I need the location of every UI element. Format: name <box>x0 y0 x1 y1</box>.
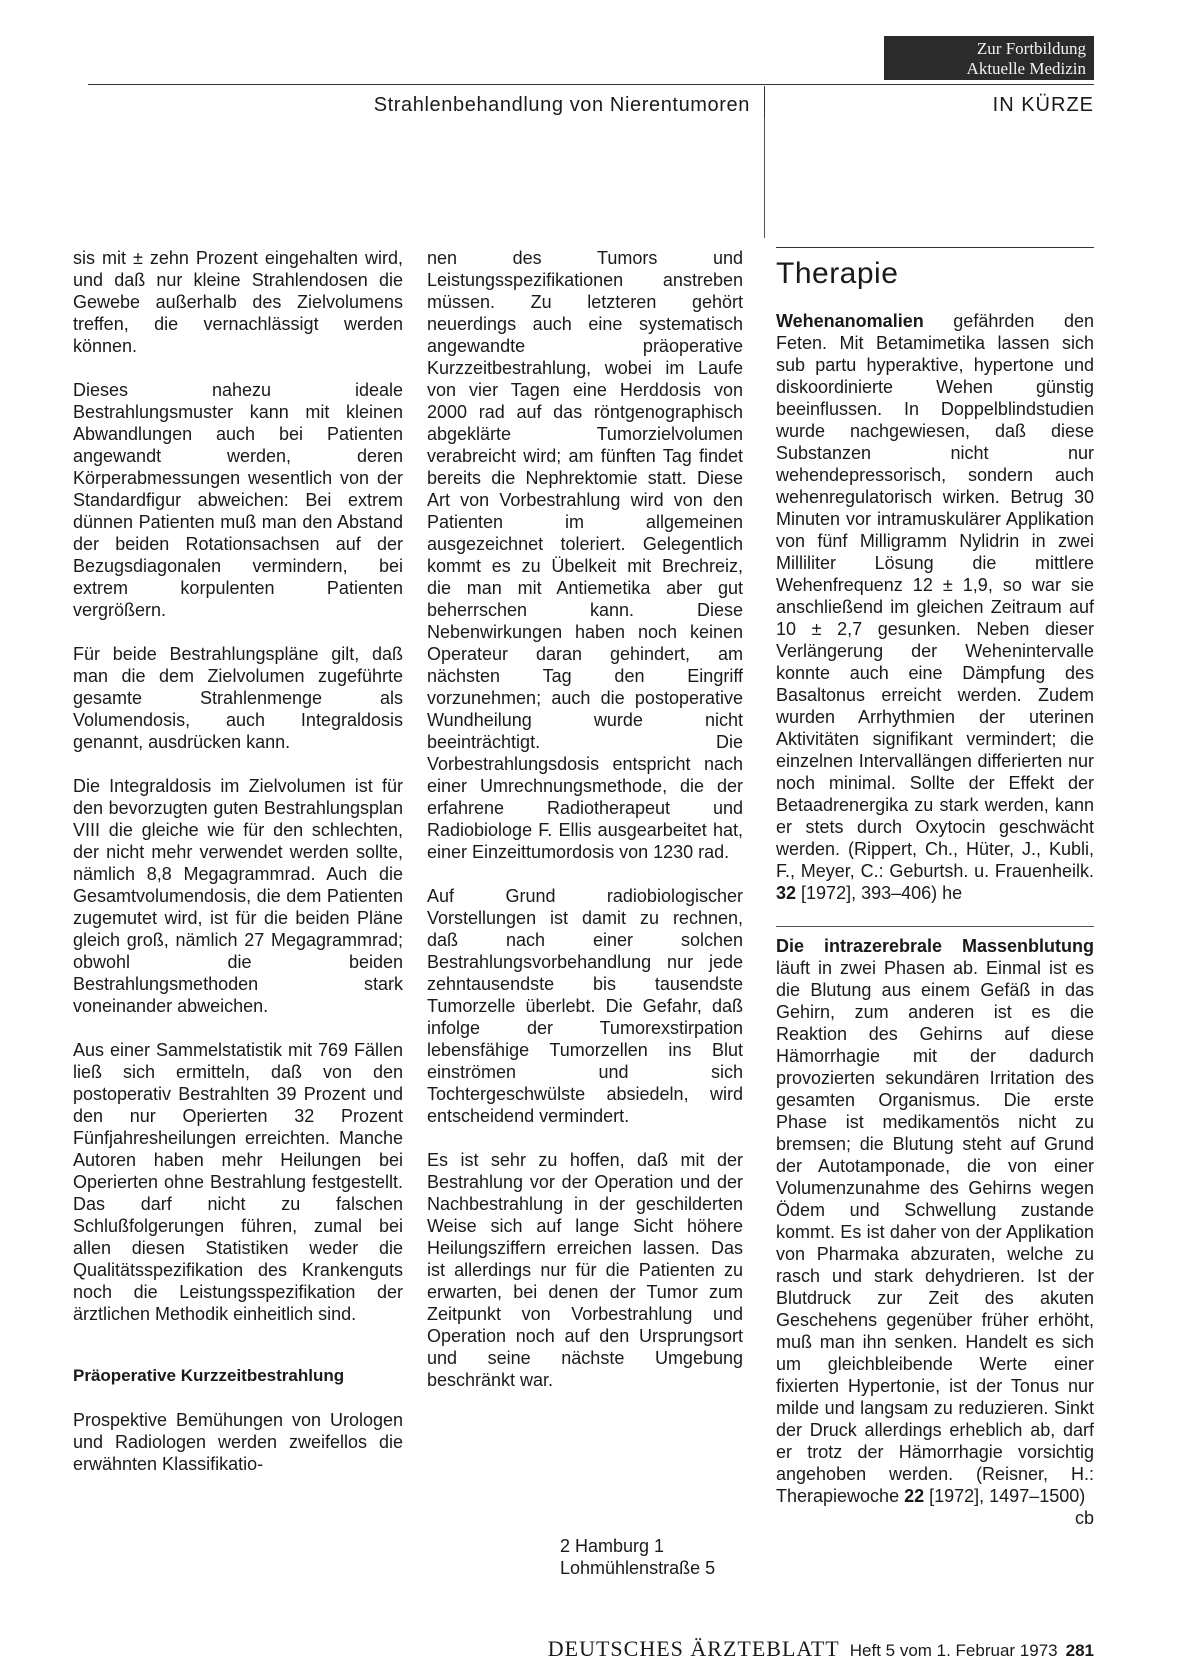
paragraph: Es ist sehr zu hoffen, daß mit der Bestrahlung vor der Operation und der Nachbestrahlung in der geschilderten Weise sich auf lange Sicht höhere Heilungsziffern erreichen lassen. Das ist allerdings nur für die Patienten zu erwarten, bei denen der Tumor zum Zeitpunkt von Vorbestrahlung und Operation noch auf den Ursprungsort und seine nächste Umgebung beschränkt war. <box>427 1150 743 1390</box>
journal-name: DEUTSCHES ÄRZTEBLATT <box>547 1636 840 1661</box>
paragraph: Dieses nahezu ideale Bestrahlungsmuster kann mit kleinen Abwandlungen auch bei Patienten angewandt werden, deren Körperabmessungen wesentlich von der Standardfigur abweichen: Bei extrem dünnen Patienten muß man den Abstand der beiden Rotationsachsen auf der Bezugsdiagonalen vermindern, bei extrem korpulenten Patienten vergrößern. <box>73 380 403 620</box>
author-address <box>560 1535 743 1579</box>
page-number: 281 <box>1065 1641 1094 1660</box>
header-divider <box>764 86 765 118</box>
column-divider <box>764 118 765 238</box>
item-keyword: Die intrazerebrale Massenblutung <box>776 936 1094 956</box>
issue-info: Heft 5 vom 1. Februar 1973 <box>849 1641 1058 1660</box>
address-line: Lohmühlenstraße 5 <box>560 1558 716 1578</box>
header-rule <box>88 84 1094 85</box>
section-badge <box>884 36 1094 80</box>
item-volume: 22 <box>904 1486 925 1506</box>
item-keyword: Wehenanomalien <box>776 311 924 331</box>
running-title: Strahlenbehandlung von Nierentumoren <box>373 94 750 116</box>
section-label: IN KÜRZE <box>992 94 1094 116</box>
subheading: Präoperative Kurzzeitbestrahlung <box>73 1366 345 1385</box>
paragraph: Auf Grund radiobiologischer Vorstellungen ist damit zu rechnen, daß nach einer solchen Bestrahlungsvorbehandlung nur jede zehntausendste bis tausendste Tumorzelle überlebt. Die Gefahr, daß infolge der Tumorexstirpation lebensfähige Tumorzellen ins Blut einströmen und sich Tochtergeschwülste absiedeln, wird entscheidend vermindert. <box>427 886 743 1126</box>
news-item <box>776 310 1094 904</box>
page-footer <box>460 1636 1094 1662</box>
item-text: läuft in zwei Phasen ab. Einmal ist es die Blutung aus einem Gefäß in das Gehirn, zum anderen ist es die Reaktion des Gehirns auf diese Hämorrhagie mit der dadurch provozierten sekundären Irritation des gesamten Organismus. Die erste Phase ist medikamentös nicht zu bremsen; die Blutung steht auf Grund der Autotamponade, die von einer Volumenzunahme des Gehirns wegen Ödem und Schwellung zustande kommt. Es ist daher von der Applikation von Pharmaka abzuraten, welche zu rasch und stark dehydrieren. Ist der Blutdruck zur Zeit des akuten Geschehens gegenüber früher erhöht, muß man ihn senken. Handelt es sich um gleichbleibende Werte einer fixierten Hypertonie, ist der Tonus nur milde und langsam zu reduzieren. Sinkt der Druck allerdings erheblich ab, darf er trotz der Hämorrhagie vorsichtig angehoben werden. (Reisner, H.: Therapiewoche <box>776 958 1094 1506</box>
item-signature: cb <box>1074 1508 1094 1528</box>
item-rule <box>776 926 1094 927</box>
paragraph: Die Integraldosis im Zielvolumen ist für den bevorzugten guten Bestrahlungsplan VIII die gleiche wie für den schlechten, der nicht mehr verwendet werden sollte, nämlich 8,8 Megagrammrad. Auch die Gesamtvolumendosis, die dem Patienten zugemutet wird, ist für die beiden Pläne gleich groß, nämlich 27 Megagrammrad; obwohl die beiden Bestrahlungsmethoden stark voneinander abweichen. <box>73 776 403 1016</box>
column-1 <box>73 247 403 1497</box>
paragraph: nen des Tumors und Leistungsspezifikationen anstreben müssen. Zu letzteren gehört neuerdings auch eine systematisch angewandte präoperative Kurzzeitbestrahlung, wobei im Laufe von vier Tagen eine Herddosis von 2000 rad auf das röntgenographisch abgeklärte Tumorzielvolumen verabreicht wird; am fünften Tag findet bereits die Nephrektomie statt. Diese Art von Vorbestrahlung wird von den Patienten im allgemeinen ausgezeichnet toleriert. Gelegentlich kommt es zu Übelkeit mit Brechreiz, die man mit Antiemetika aber gut beherrschen kann. Diese Nebenwirkungen haben noch keinen Operateur daran gehindert, am nächsten Tag den Eingriff vorzunehmen; auch die postoperative Wundheilung wurde nicht beeinträchtigt. Die Vorbestrahlungsdosis entspricht nach einer Umrechnungsmethode, die der erfahrene Radiotherapeut und Radiobiologe F. Ellis ausgearbeitet hat, einer Einzeittumordosis von 1230 rad. <box>427 248 743 862</box>
paragraph: Aus einer Sammelstatistik mit 769 Fällen ließ sich ermitteln, daß von den postoperativ Bestrahlten 39 Prozent und den nur Operierten 32 Prozent Fünfjahresheilungen erreichten. Manche Autoren haben mehr Heilungen bei Operierten ohne Bestrahlung festgestellt. Das darf nicht zu falschen Schlußfolgerungen führen, zumal bei allen diesen Statistiken weder die Qualitätsspezifikation des Krankenguts noch die Leistungsspezifikation der ärztlichen Methodik einheitlich sind. <box>73 1040 403 1324</box>
badge-line-1: Zur Fortbildung <box>976 39 1086 58</box>
item-reference: [1972], 393–406) he <box>796 883 963 903</box>
item-reference: [1972], 1497–1500) <box>924 1486 1086 1506</box>
column-3 <box>776 247 1094 1551</box>
item-volume: 32 <box>776 883 797 903</box>
paragraph: Für beide Bestrahlungspläne gilt, daß man die dem Zielvolumen zugeführte gesamte Strahlenmenge als Volumendosis, auch Integraldosis genannt, ausdrücken kann. <box>73 644 403 752</box>
item-text: gefährden den Feten. Mit Betamimetika lassen sich sub partu hyperaktive, hypertone und diskoordinierte Wehen günstig beeinflussen. In Doppelblindstudien wurde nachgewiesen, daß diese Substanzen nicht nur wehendepressorisch, sondern auch wehenregulatorisch wirken. Betrug 30 Minuten vor intramuskulärer Applikation von fünf Milligramm Nylidrin in zwei Milliliter Lösung die mittlere Wehenfrequenz 12 ± 1,9, so war sie anschließend im gleichen Zeitraum auf 10 ± 2,7 gesunken. Neben dieser Verlängerung der Wehenintervalle konnte auch eine Dämpfung des Basaltonus erreicht werden. Zudem wurden Arrhythmien der uterinen Aktivitäten signifikant vermindert; die einzelnen Intervallängen differierten nur noch minimal. Sollte der Effekt der Betaadrenergika zu stark werden, kann er stets durch Oxytocin geschwächt werden. (Rippert, Ch., Hüter, J., Kubli, F., Meyer, C.: Geburtsh. u. Frauenheilk. <box>776 311 1094 881</box>
address-line: 2 Hamburg 1 <box>560 1536 665 1556</box>
paragraph: sis mit ± zehn Prozent eingehalten wird, und daß nur kleine Strahlendosen die Gewebe außerhalb des Zielvolumens treffen, die vernachlässigt werden können. <box>73 248 403 356</box>
paragraph: Prospektive Bemühungen von Urologen und Radiologen werden zweifellos die erwähnten Klassifikatio- <box>73 1410 403 1474</box>
news-item <box>776 935 1094 1529</box>
therapie-rule <box>776 247 1094 248</box>
badge-line-2: Aktuelle Medizin <box>966 59 1086 78</box>
column-2 <box>427 247 743 1413</box>
section-heading: Therapie <box>776 257 899 290</box>
